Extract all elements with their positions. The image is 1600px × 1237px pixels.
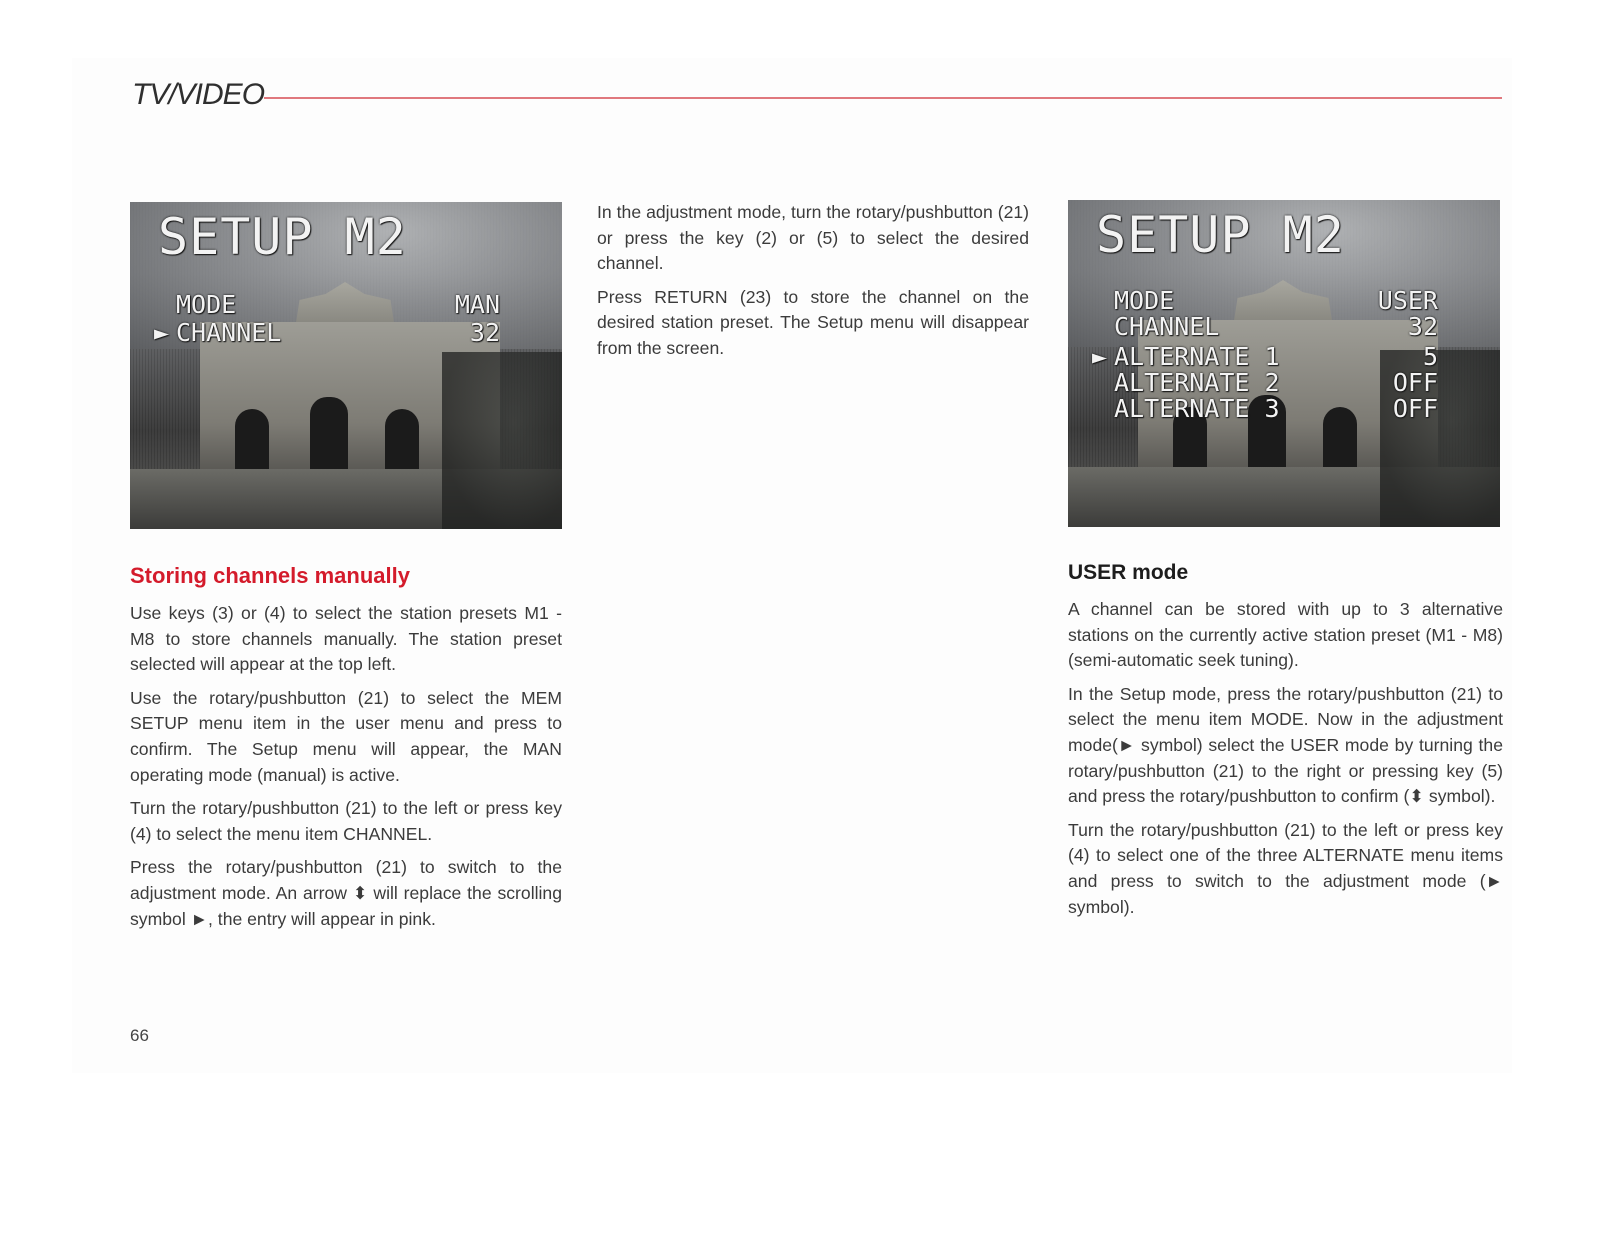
osd-row-label: CHANNEL [176, 318, 282, 347]
church-door [310, 397, 348, 469]
osd-title: SETUP M2 [1096, 206, 1345, 264]
osd-row-value: OFF [1392, 394, 1438, 423]
screen-tree [442, 352, 562, 529]
osd-row-label: ALTERNATE 3 [1114, 394, 1280, 423]
osd-row-value: OFF [1392, 368, 1438, 397]
church-door [1323, 407, 1357, 467]
osd-row-label: ALTERNATE 1 [1114, 342, 1280, 371]
osd-row-value: USER [1377, 286, 1438, 315]
section-title: TV/VIDEO [132, 78, 265, 111]
section-heading: USER mode [1068, 561, 1189, 584]
osd-row-value: 32 [1407, 312, 1438, 341]
church-door [235, 409, 269, 469]
body-paragraph: Press RETURN (23) to store the channel on the desired station preset. The Setup menu will disappear from the screen. [597, 286, 1029, 358]
osd-row-value: 5 [1422, 342, 1438, 371]
body-paragraph: A channel can be stored with up to 3 alternative stations on the currently active station preset (M1 - M8) (semi-automatic seek tuning). [1068, 599, 1503, 671]
osd-row-marker: ► [154, 318, 170, 347]
church-door [385, 409, 419, 469]
setup-screen-photo-manual [130, 202, 562, 529]
osd-title: SETUP M2 [158, 208, 407, 266]
osd-row-value: MAN [454, 290, 500, 319]
body-paragraph: Turn the rotary/pushbutton (21) to the left or press key (4) to select the menu item CHANNEL. [130, 798, 562, 844]
setup-screen-photo-user [1068, 200, 1500, 527]
osd-row-label: ALTERNATE 2 [1114, 368, 1280, 397]
section-heading: Storing channels manually [130, 563, 410, 588]
left-column [130, 202, 562, 940]
body-paragraph: Use keys (3) or (4) to select the station presets M1 - M8 to store channels manually. The station preset selected will appear at the top left. [130, 603, 562, 675]
header-rule [264, 97, 1502, 99]
body-paragraph: In the adjustment mode, turn the rotary/pushbutton (21) or press the key (2) or (5) to select the desired channel. [597, 202, 1029, 274]
middle-column [597, 200, 1029, 370]
page-header [132, 78, 1502, 118]
body-paragraph: Turn the rotary/pushbutton (21) to the left or press key (4) to select one of the three ALTERNATE menu items and press to switch to the adjustment mode (► symbol). [1068, 819, 1503, 917]
osd-row-label: MODE [176, 290, 237, 319]
page-number: 66 [130, 1026, 149, 1045]
body-paragraph: In the Setup mode, press the rotary/pushbutton (21) to select the menu item MODE. Now in the adjustment mode(► symbol) select the USER mode by turning the rotary/pushbutton (21) to the right or pressing key (5) and press the rotary/pushbutton to confirm (⬍ symbol). [1068, 683, 1503, 807]
body-paragraph: Use the rotary/pushbutton (21) to select the MEM SETUP menu item in the user menu and press to confirm. The Setup menu will appear, the MAN operating mode (manual) is active. [130, 687, 562, 785]
osd-row-value: 32 [469, 318, 500, 347]
osd-row-label: CHANNEL [1114, 312, 1220, 341]
osd-row-marker: ► [1092, 342, 1108, 371]
right-column [1068, 200, 1503, 928]
body-paragraph: Press the rotary/pushbutton (21) to switch to the adjustment mode. An arrow ⬍ will replace the scrolling symbol ►, the entry will appear in pink. [130, 857, 562, 929]
osd-row-label: MODE [1114, 286, 1175, 315]
